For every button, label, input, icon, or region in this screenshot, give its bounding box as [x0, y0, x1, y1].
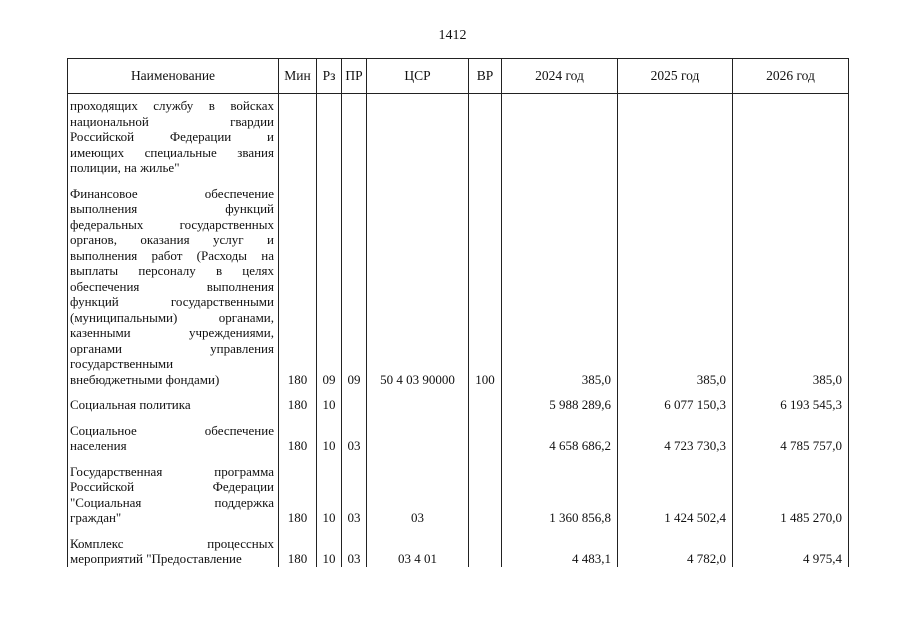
- value-2024-cell: 1 360 856,8: [502, 454, 618, 526]
- header-csr: ЦСР: [367, 59, 469, 94]
- header-2025: 2025 год: [618, 59, 733, 94]
- name-line: органами управления: [70, 340, 274, 356]
- table-header-row: [68, 59, 849, 94]
- value-2026-cell: 4 975,4: [733, 526, 849, 567]
- name-line: Комплекс процессных: [70, 535, 274, 551]
- value-2025-cell: 6 077 150,3: [618, 387, 733, 413]
- name-line: Российской Федерации и: [70, 129, 274, 144]
- name-cell: [68, 454, 279, 526]
- header-vr: ВР: [469, 59, 502, 94]
- header-pr: ПР: [342, 59, 367, 94]
- csr-cell: 03 4 01: [367, 526, 469, 567]
- name-line: Российской Федерации: [70, 479, 274, 494]
- vr-cell: [469, 526, 502, 567]
- rz-cell: [317, 94, 342, 176]
- value-2024-cell: 4 658 686,2: [502, 413, 618, 454]
- name-line: граждан": [70, 510, 122, 525]
- csr-cell: [367, 387, 469, 413]
- name-line: имеющих специальные звания: [70, 144, 274, 160]
- value-2025-cell: [618, 94, 733, 176]
- name-line: "Социальная поддержка: [70, 494, 274, 510]
- value-2024-cell: 4 483,1: [502, 526, 618, 567]
- name-line: обеспечения выполнения: [70, 278, 274, 294]
- table-row: [68, 413, 849, 454]
- min-cell: 180: [279, 454, 317, 526]
- header-2026: 2026 год: [733, 59, 849, 94]
- name-line: национальной гвардии: [70, 113, 274, 129]
- budget-table: [67, 58, 849, 567]
- csr-cell: [367, 413, 469, 454]
- name-line: населения: [70, 438, 127, 453]
- name-line: (муниципальными) органами,: [70, 309, 274, 325]
- pr-cell: 03: [342, 526, 367, 567]
- name-line: федеральных государственных: [70, 216, 274, 232]
- table-row: [68, 454, 849, 526]
- pr-cell: [342, 94, 367, 176]
- name-line: проходящих службу в войсках: [70, 98, 274, 113]
- value-2025-cell: 385,0: [618, 176, 733, 388]
- name-line: государственными: [70, 356, 174, 371]
- rz-cell: 10: [317, 387, 342, 413]
- vr-cell: [469, 454, 502, 526]
- value-2026-cell: 4 785 757,0: [733, 413, 849, 454]
- value-2026-cell: 385,0: [733, 176, 849, 388]
- min-cell: [279, 94, 317, 176]
- name-cell: [68, 94, 279, 176]
- vr-cell: [469, 413, 502, 454]
- rz-cell: 09: [317, 176, 342, 388]
- value-2024-cell: 5 988 289,6: [502, 387, 618, 413]
- header-min: Мин: [279, 59, 317, 94]
- rz-cell: 10: [317, 454, 342, 526]
- pr-cell: 03: [342, 413, 367, 454]
- name-line: казенными учреждениями,: [70, 325, 274, 340]
- name-line: полиции, на жилье": [70, 160, 180, 175]
- vr-cell: [469, 94, 502, 176]
- name-cell: [68, 413, 279, 454]
- name-line: функций государственными: [70, 294, 274, 309]
- table-row: [68, 526, 849, 567]
- pr-cell: 09: [342, 176, 367, 388]
- vr-cell: 100: [469, 176, 502, 388]
- name-line: внебюджетными фондами): [70, 371, 220, 387]
- name-line: Социальное обеспечение: [70, 422, 274, 438]
- value-2025-cell: 4 782,0: [618, 526, 733, 567]
- name-cell: [68, 176, 279, 388]
- table-row: [68, 94, 849, 176]
- name-line: мероприятий "Предоставление: [70, 551, 242, 566]
- value-2025-cell: 4 723 730,3: [618, 413, 733, 454]
- header-2024: 2024 год: [502, 59, 618, 94]
- header-rz: Рз: [317, 59, 342, 94]
- csr-cell: [367, 94, 469, 176]
- rz-cell: 10: [317, 413, 342, 454]
- min-cell: 180: [279, 526, 317, 567]
- value-2024-cell: [502, 94, 618, 176]
- value-2026-cell: [733, 94, 849, 176]
- name-line: выполнения работ (Расходы на: [70, 247, 274, 263]
- name-cell: [68, 526, 279, 567]
- name-line: Социальная политика: [70, 397, 191, 412]
- table-row: [68, 176, 849, 388]
- pr-cell: 03: [342, 454, 367, 526]
- min-cell: 180: [279, 176, 317, 388]
- csr-cell: 03: [367, 454, 469, 526]
- value-2026-cell: 6 193 545,3: [733, 387, 849, 413]
- name-line: Государственная программа: [70, 463, 274, 479]
- name-line: выплаты персоналу в целях: [70, 263, 274, 278]
- page-number: 1412: [438, 28, 467, 43]
- rz-cell: 10: [317, 526, 342, 567]
- min-cell: 180: [279, 413, 317, 454]
- pr-cell: [342, 387, 367, 413]
- value-2025-cell: 1 424 502,4: [618, 454, 733, 526]
- table-row: [68, 387, 849, 413]
- csr-cell: 50 4 03 90000: [367, 176, 469, 388]
- name-line: органов, оказания услуг и: [70, 232, 274, 247]
- min-cell: 180: [279, 387, 317, 413]
- vr-cell: [469, 387, 502, 413]
- header-name: Наименование: [68, 59, 279, 94]
- table-body: [68, 94, 849, 567]
- value-2024-cell: 385,0: [502, 176, 618, 388]
- name-line: Финансовое обеспечение: [70, 185, 274, 201]
- name-line: выполнения функций: [70, 201, 274, 216]
- value-2026-cell: 1 485 270,0: [733, 454, 849, 526]
- name-cell: [68, 387, 279, 413]
